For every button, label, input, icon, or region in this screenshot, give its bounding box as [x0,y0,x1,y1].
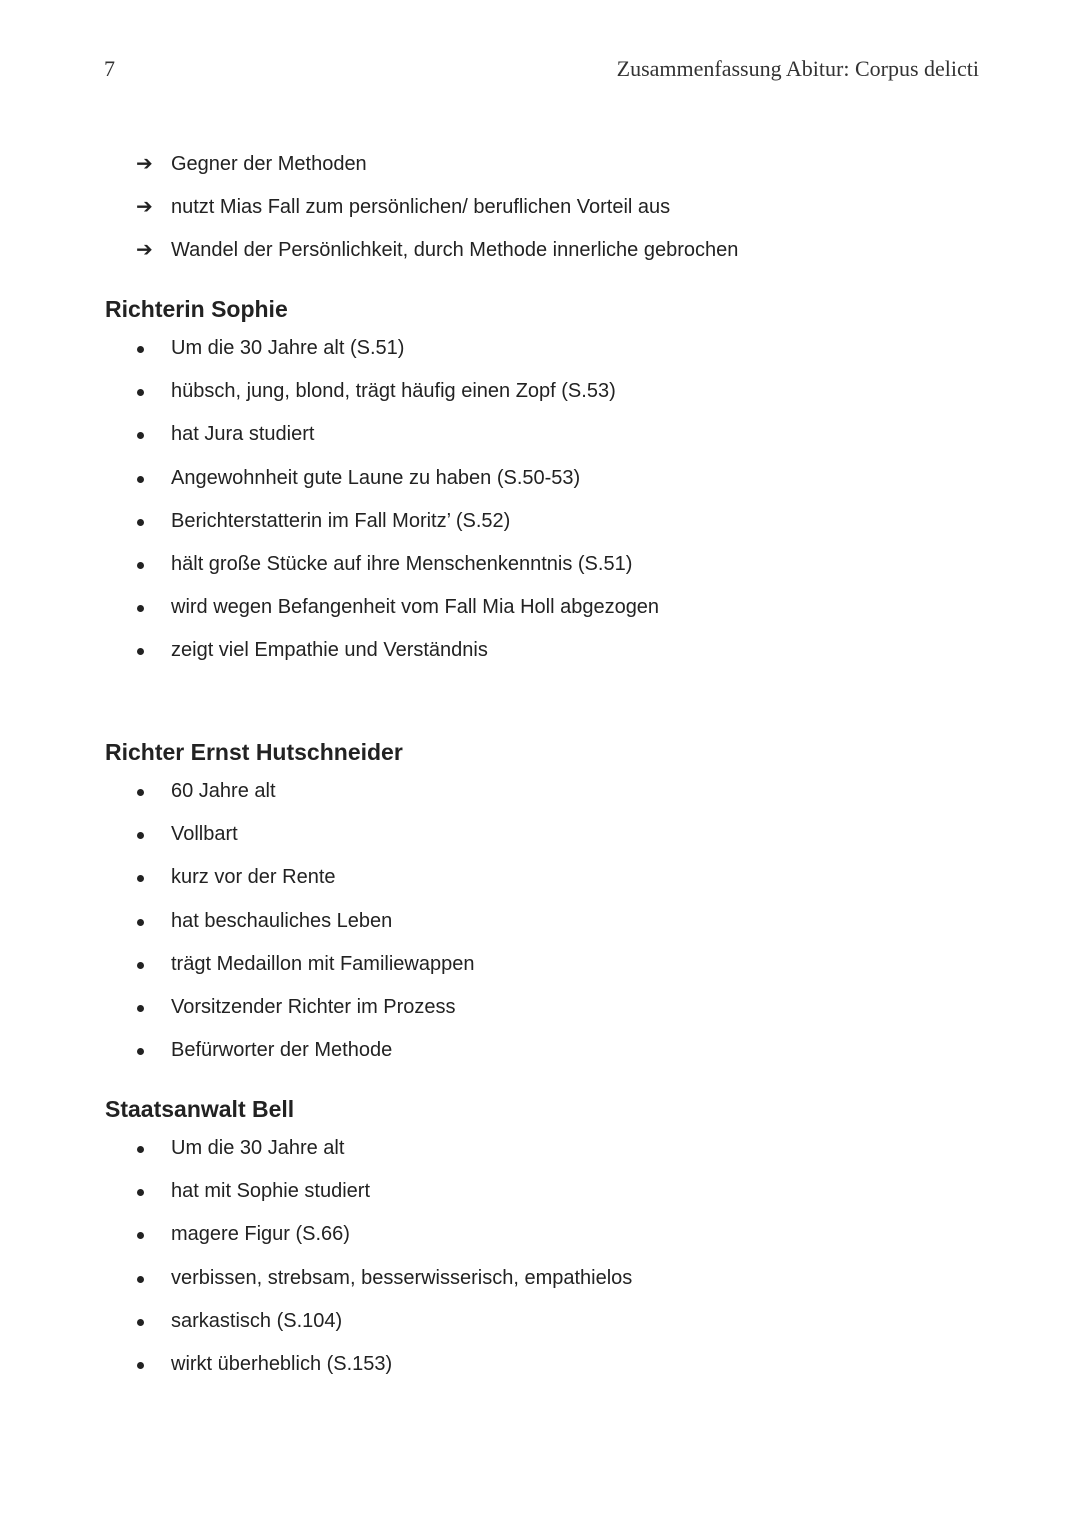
list-item-text: verbissen, strebsam, besserwisserisch, empathielos [171,1266,633,1289]
bullet-icon [137,432,144,439]
list-item-text: Berichterstatterin im Fall Moritz’ (S.52) [171,509,511,532]
bullet-icon [137,389,144,396]
list-item-text: trägt Medaillon mit Familiewappen [171,952,475,975]
list-item-text: hat beschauliches Leben [171,909,393,932]
page-number: 7 [104,56,115,81]
arrow-right-icon: ➔ [136,239,153,261]
list-item-text: Um die 30 Jahre alt [171,1137,345,1159]
bullet-icon [137,1048,144,1055]
bullet-icon [137,476,144,483]
bullet-icon [137,919,144,926]
list-item-text: 60 Jahre alt [171,780,276,802]
bullet-icon [137,648,144,655]
section-title-richter-hutschneider: Richter Ernst Hutschneider [105,739,403,765]
bullet-icon [137,562,144,569]
bullet-icon [137,1319,144,1326]
list-item-text: magere Figur (S.66) [171,1223,350,1246]
arrow-right-icon: ➔ [136,196,153,218]
list-item-text: Angewohnheit gute Laune zu haben (S.50-53) [171,466,581,489]
list-item-text: wirkt überheblich (S.153) [171,1352,393,1375]
section-title-staatsanwalt-bell: Staatsanwalt Bell [105,1096,295,1122]
arrow-item-text: nutzt Mias Fall zum persönlichen/ beruflichen Vorteil aus [171,196,671,218]
bullet-icon [137,1146,144,1153]
arrow-right-icon: ➔ [136,153,153,175]
list-item-text: Um die 30 Jahre alt (S.51) [171,337,405,359]
bullet-icon [137,789,144,796]
bullet-icon [137,519,144,526]
list-item-text: Befürworter der Methode [171,1039,393,1062]
bullet-icon [137,605,144,612]
list-item-text: hat mit Sophie studiert [171,1180,370,1203]
arrow-item-text: Gegner der Methoden [171,153,367,175]
bullet-icon [137,962,144,969]
running-header: Zusammenfassung Abitur: Corpus delicti [616,56,979,81]
bullet-icon [137,832,144,839]
list-item-text: wird wegen Befangenheit vom Fall Mia Holl abgezogen [171,596,660,619]
bullet-icon [137,1276,144,1283]
bullet-icon [137,1362,144,1369]
list-item-text: hat Jura studiert [171,423,315,446]
list-item-text: kurz vor der Rente [171,866,336,889]
arrow-item-text: Wandel der Persönlichkeit, durch Methode innerliche gebrochen [171,239,739,261]
list-item-text: zeigt viel Empathie und Verständnis [171,639,488,662]
list-item-text: Vorsitzender Richter im Prozess [171,995,456,1018]
bullet-icon [137,1232,144,1239]
bullet-icon [137,346,144,353]
list-item-text: hübsch, jung, blond, trägt häufig einen Zopf (S.53) [171,380,616,403]
list-item-text: hält große Stücke auf ihre Menschenkenntnis (S.51) [171,552,633,575]
list-item-text: Vollbart [171,823,238,846]
section-title-richterin-sophie: Richterin Sophie [105,296,288,322]
list-item-text: sarkastisch (S.104) [171,1309,343,1332]
bullet-icon [137,1189,144,1196]
bullet-icon [137,1005,144,1012]
bullet-icon [137,875,144,882]
